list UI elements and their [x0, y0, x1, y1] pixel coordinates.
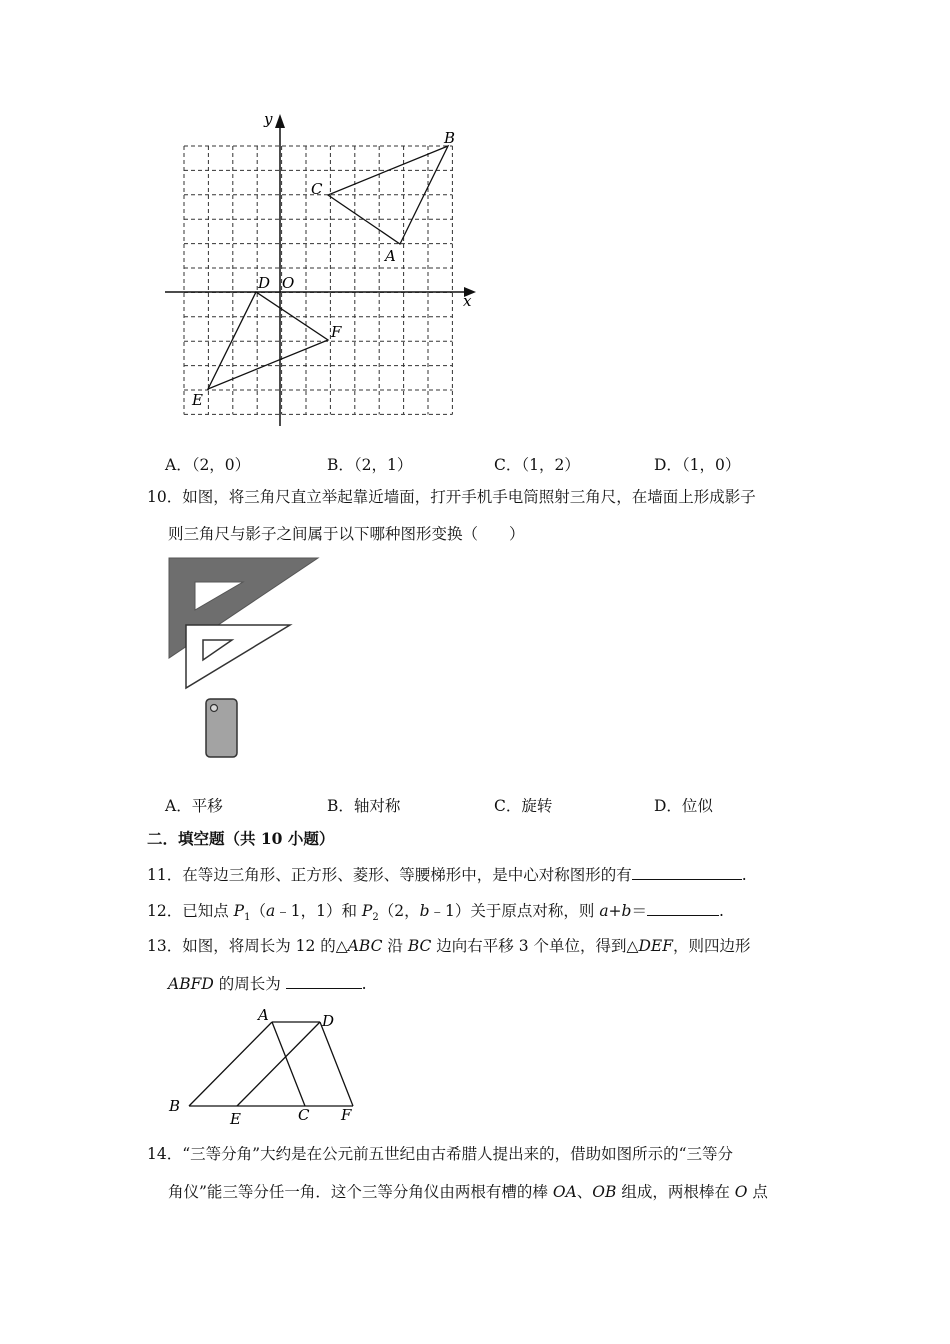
- translation-figure: [160, 1002, 370, 1134]
- q13-line2: [168, 972, 367, 995]
- triangle-def: [208, 292, 328, 389]
- label-f: F: [331, 323, 342, 341]
- q12-mid4: ﹣1）关于原点对称，则: [429, 902, 600, 920]
- q9-option-b[interactable]: B．（2，1）: [327, 456, 413, 474]
- q13-line1: [147, 935, 750, 957]
- q14-ob: OB: [592, 1183, 617, 1201]
- q11-answer-blank[interactable]: [632, 863, 742, 880]
- segment-de: [237, 1022, 320, 1106]
- q14-l2b: 、: [576, 1183, 593, 1201]
- y-axis-arrow-icon: [275, 114, 285, 128]
- q13-l1a: 13．如图，将周长为 12 的△: [147, 937, 348, 955]
- label-o: O: [282, 274, 295, 292]
- triangle-ruler-figure: [160, 550, 340, 765]
- label-d: D: [322, 1012, 335, 1030]
- segment-ac: [272, 1022, 305, 1106]
- q10-line1: 10．如图，将三角尺直立举起靠近墙面，打开手机手电筒照射三角尺，在墙面上形成影子: [147, 488, 756, 506]
- q10-line2: 则三角尺与影子之间属于以下哪种图形变换（ ）: [168, 525, 525, 543]
- q12-apb: a+b: [599, 902, 632, 920]
- q13-l1c: 边向右平移 3 个单位，得到△: [431, 937, 639, 955]
- label-d: D: [258, 274, 271, 292]
- label-e: E: [230, 1110, 241, 1128]
- q12-p2: P: [361, 902, 373, 920]
- q10-option-a[interactable]: A．平移: [165, 797, 223, 815]
- label-e: E: [192, 391, 203, 409]
- label-f: F: [341, 1106, 352, 1124]
- triangle-ruler: [186, 625, 290, 688]
- q12-a: a: [265, 902, 276, 920]
- label-a: A: [258, 1006, 269, 1024]
- q13-abc: ABC: [347, 937, 383, 955]
- q10-option-b[interactable]: B．轴对称: [327, 797, 401, 815]
- q12-end: .: [718, 902, 724, 920]
- q14-line2: [168, 1181, 768, 1203]
- phone-camera-icon: [211, 705, 218, 712]
- q14-l2a: 角仪”能三等分任一角．这个三等分角仪由两根有槽的棒: [168, 1183, 553, 1201]
- q13-abfd: ABFD: [168, 975, 214, 993]
- label-c: C: [298, 1106, 310, 1124]
- label-c: C: [311, 180, 323, 198]
- q12-p1-sub: 1: [244, 912, 251, 924]
- segment-df: [320, 1022, 353, 1106]
- q12-answer-blank[interactable]: [647, 899, 719, 916]
- q13-l2: 的周长为: [213, 975, 286, 993]
- q9-option-d[interactable]: D．（1，0）: [654, 456, 741, 474]
- coordinate-grid-figure: [160, 108, 480, 438]
- label-y: y: [264, 110, 273, 128]
- q14-l2c: 组成，两根棒在: [616, 1183, 735, 1201]
- q12-b: b: [419, 902, 430, 920]
- q11-end: .: [741, 866, 747, 884]
- q13-bc: BC: [407, 937, 432, 955]
- q12-line: [147, 899, 724, 929]
- q12-mid2: ﹣1，1）和: [275, 902, 362, 920]
- q9-option-c[interactable]: C．（1，2）: [494, 456, 580, 474]
- q12-eq: ＝: [631, 902, 647, 920]
- q14-oa: OA: [552, 1183, 577, 1201]
- q13-l1d: ，则四边形: [672, 937, 751, 955]
- segment-ab: [189, 1022, 272, 1106]
- q12-pre: 12．已知点: [147, 902, 234, 920]
- q12-p1: P: [233, 902, 245, 920]
- q12-p2-sub: 2: [372, 912, 379, 924]
- q13-end: .: [361, 975, 367, 993]
- q11-text: 11．在等边三角形、正方形、菱形、等腰梯形中，是中心对称图形的有: [147, 866, 632, 884]
- q14-o: O: [734, 1183, 748, 1201]
- q14-line1: 14．“三等分角”大约是在公元前五世纪由古希腊人提出来的，借助如图所示的“三等分: [147, 1145, 733, 1163]
- q13-l1b: 沿: [382, 937, 408, 955]
- q9-option-a[interactable]: A．（2，0）: [165, 456, 251, 474]
- q11-line: [147, 863, 747, 886]
- label-x: x: [463, 292, 472, 310]
- label-b: B: [169, 1097, 181, 1115]
- q12-mid3: （2，: [378, 902, 420, 920]
- q12-mid1: （: [250, 902, 266, 920]
- q13-def: DEF: [638, 937, 673, 955]
- label-a: A: [385, 247, 396, 265]
- q13-answer-blank[interactable]: [286, 972, 362, 989]
- q10-option-d[interactable]: D．位似: [654, 797, 713, 815]
- section-title: 二．填空题（共 10 小题）: [147, 829, 335, 848]
- label-b: B: [444, 129, 456, 147]
- q14-l2d: 点: [747, 1183, 768, 1201]
- q10-option-c[interactable]: C．旋转: [494, 797, 553, 815]
